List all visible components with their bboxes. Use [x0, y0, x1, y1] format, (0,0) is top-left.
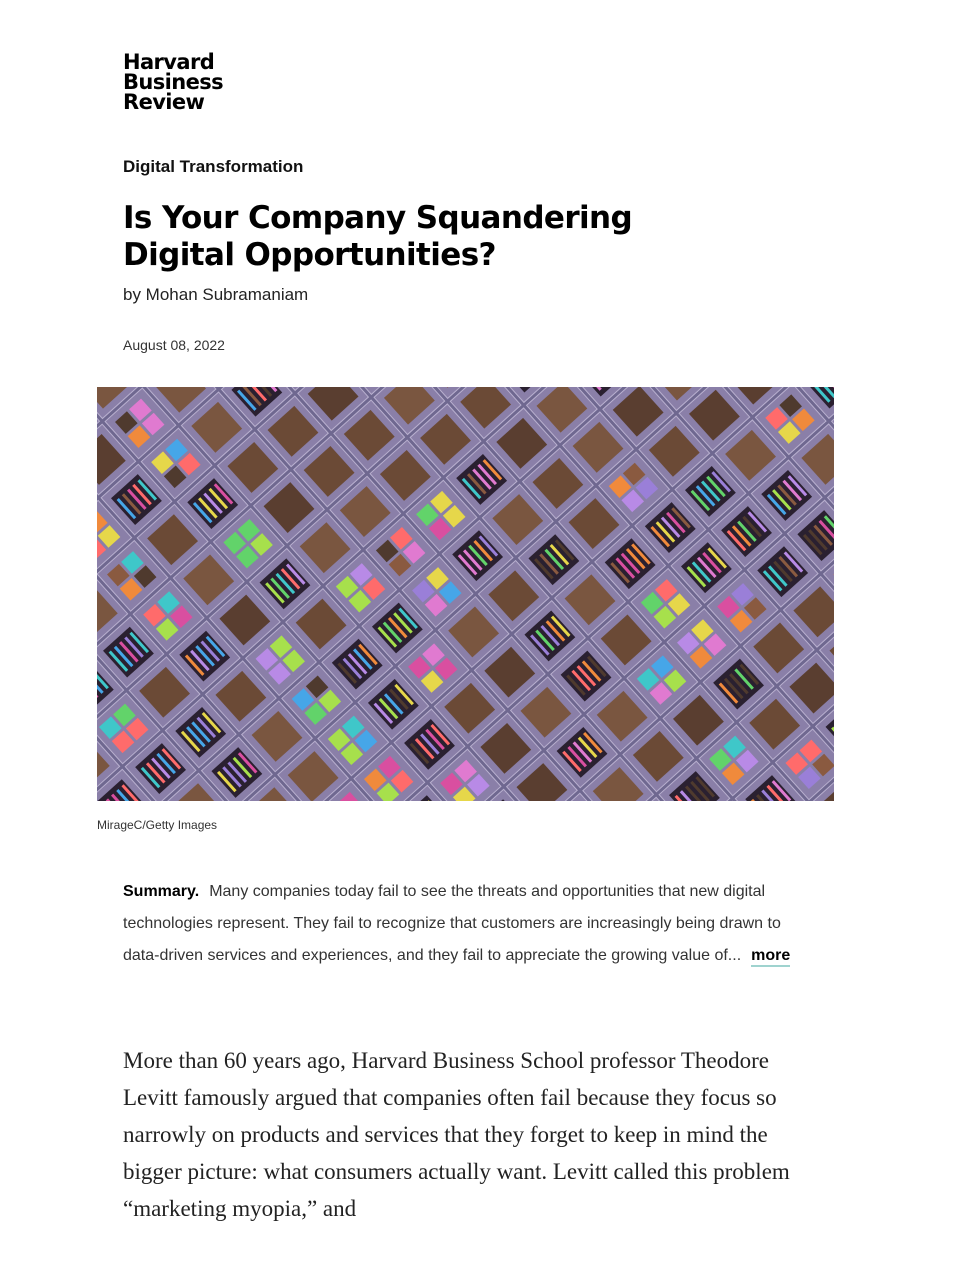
logo-line-2: Business — [123, 70, 224, 94]
summary-more-link[interactable]: more — [751, 947, 790, 967]
article-date: August 08, 2022 — [123, 337, 225, 353]
summary-label: Summary. — [123, 883, 200, 900]
microchip-pattern — [97, 387, 834, 801]
image-credit: MirageC/Getty Images — [97, 818, 218, 832]
article-summary — [123, 876, 813, 972]
logo-line-1: Harvard — [123, 50, 215, 74]
article-byline[interactable]: by Mohan Subramaniam — [123, 285, 309, 304]
hbr-logo[interactable] — [123, 52, 223, 112]
logo-line-3: Review — [123, 90, 205, 114]
summary-text: Many companies today fail to see the threats and opportunities that new digital technologies represent. They fail to recognize that customers are increasingly being drawn to data-driven services and experiences, and they fail to appreciate the growing value of... — [123, 883, 781, 964]
article-body-paragraph: More than 60 years ago, Harvard Business School professor Theodore Levitt famously argued that companies often fail because they focus so narrowly on products and services that they forget to keep in mind the bigger picture: what consumers actually want. Levitt called this problem “marketing myopia,” and — [123, 1048, 790, 1221]
topic-link[interactable]: Digital Transformation — [123, 157, 304, 176]
hero-image — [97, 387, 834, 801]
article-title: Is Your Company Squandering Digital Opportunities? — [123, 200, 633, 273]
